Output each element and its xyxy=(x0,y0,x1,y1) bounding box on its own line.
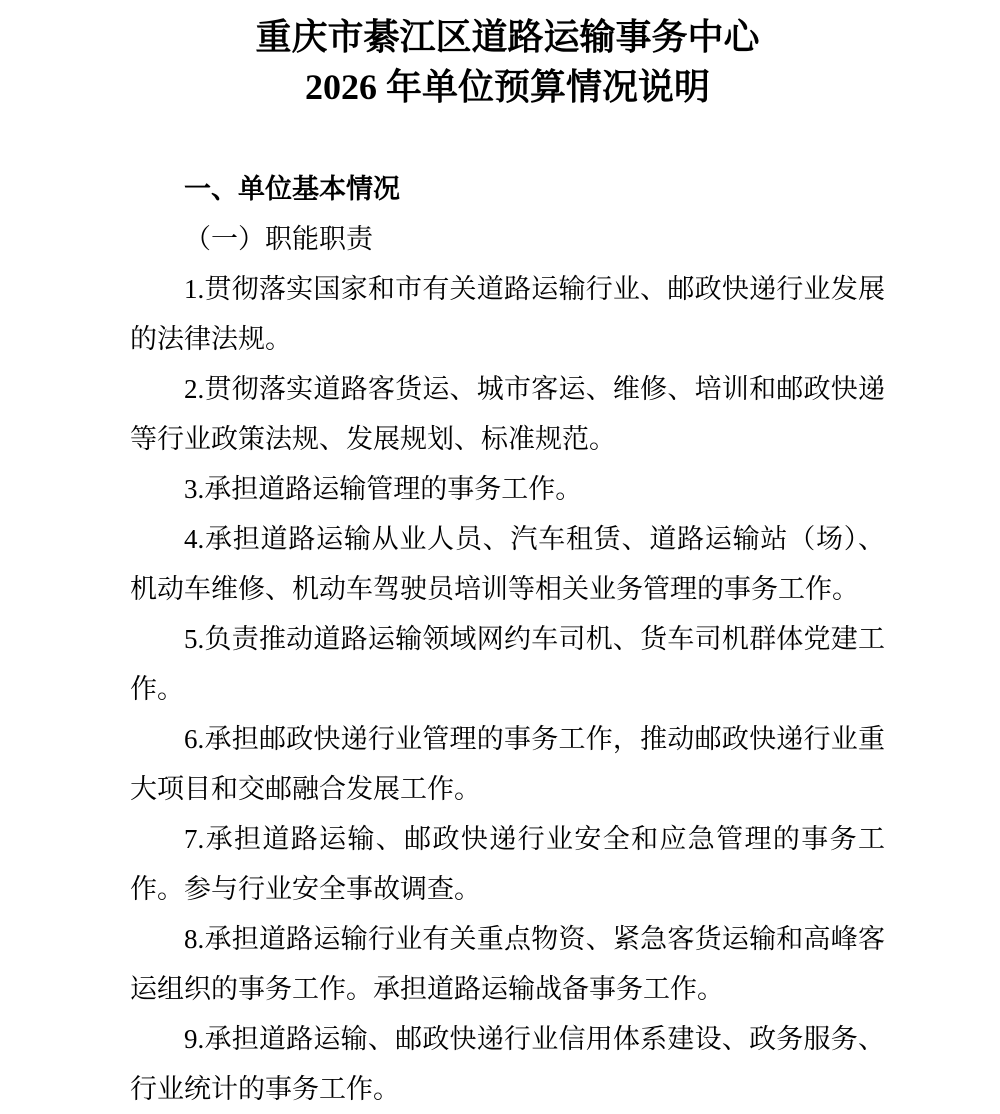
paragraph-7: 7.承担道路运输、邮政快递行业安全和应急管理的事务工作。参与行业安全事故调查。 xyxy=(130,824,885,904)
document-title xyxy=(130,12,885,112)
section-heading: 一、单位基本情况 xyxy=(184,174,400,204)
paragraph-5: 5.负责推动道路运输领域网约车司机、货车司机群体党建工作。 xyxy=(130,624,885,704)
paragraph-3: 3.承担道路运输管理的事务工作。 xyxy=(184,474,583,504)
document-title-line-1: 重庆市綦江区道路运输事务中心 xyxy=(255,17,760,57)
paragraph-8: 8.承担道路运输行业有关重点物资、紧急客货运输和高峰客运组织的事务工作。承担道路运输战备事务工作。 xyxy=(130,924,885,1004)
paragraph-2: 2.贯彻落实道路客货运、城市客运、维修、培训和邮政快递等行业政策法规、发展规划、标准规范。 xyxy=(130,374,885,454)
paragraph-9: 9.承担道路运输、邮政快递行业信用体系建设、政务服务、行业统计的事务工作。 xyxy=(130,1024,885,1104)
paragraph-1: 1.贯彻落实国家和市有关道路运输行业、邮政快递行业发展的法律法规。 xyxy=(130,274,885,354)
paragraph-6: 6.承担邮政快递行业管理的事务工作，推动邮政快递行业重大项目和交邮融合发展工作。 xyxy=(130,724,885,804)
paragraph-4: 4.承担道路运输从业人员、汽车租赁、道路运输站（场）、机动车维修、机动车驾驶员培训等相关业务管理的事务工作。 xyxy=(130,524,885,604)
document-title-line-2: 2026 年单位预算情况说明 xyxy=(304,67,710,107)
subsection-heading: （一）职能职责 xyxy=(184,224,373,254)
